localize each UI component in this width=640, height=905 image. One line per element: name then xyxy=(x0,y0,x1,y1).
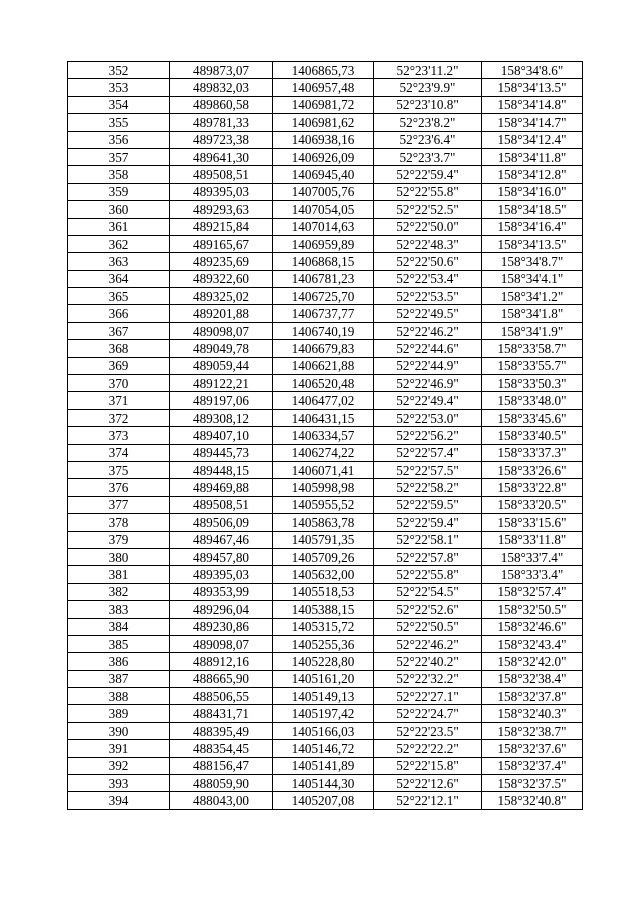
y-coordinate-cell: 1405228,80 xyxy=(273,653,374,670)
point-number-cell: 392 xyxy=(68,757,170,774)
longitude-cell: 158°32'57.4" xyxy=(482,583,583,600)
y-coordinate-cell: 1406740,19 xyxy=(273,322,374,339)
point-number-cell: 371 xyxy=(68,392,170,409)
y-coordinate-cell: 1405144,30 xyxy=(273,775,374,792)
x-coordinate-cell: 489059,44 xyxy=(170,357,273,374)
latitude-cell: 52°22'59.4" xyxy=(374,166,482,183)
table-row xyxy=(68,409,583,426)
x-coordinate-cell: 489296,04 xyxy=(170,601,273,618)
point-number-cell: 374 xyxy=(68,444,170,461)
x-coordinate-cell: 489235,69 xyxy=(170,253,273,270)
x-coordinate-cell: 488395,49 xyxy=(170,722,273,739)
point-number-cell: 386 xyxy=(68,653,170,670)
table-row xyxy=(68,322,583,339)
latitude-cell: 52°22'58.2" xyxy=(374,479,482,496)
table-row xyxy=(68,253,583,270)
longitude-cell: 158°33'20.5" xyxy=(482,496,583,513)
point-number-cell: 378 xyxy=(68,514,170,531)
latitude-cell: 52°22'58.1" xyxy=(374,531,482,548)
latitude-cell: 52°22'50.6" xyxy=(374,253,482,270)
x-coordinate-cell: 489508,51 xyxy=(170,496,273,513)
y-coordinate-cell: 1407014,63 xyxy=(273,218,374,235)
y-coordinate-cell: 1405141,89 xyxy=(273,757,374,774)
longitude-cell: 158°33'26.6" xyxy=(482,461,583,478)
point-number-cell: 357 xyxy=(68,148,170,165)
latitude-cell: 52°22'12.6" xyxy=(374,775,482,792)
point-number-cell: 362 xyxy=(68,235,170,252)
longitude-cell: 158°34'14.8" xyxy=(482,96,583,113)
table-row xyxy=(68,96,583,113)
longitude-cell: 158°34'11.8" xyxy=(482,148,583,165)
table-row xyxy=(68,566,583,583)
longitude-cell: 158°32'37.6" xyxy=(482,740,583,757)
latitude-cell: 52°22'12.1" xyxy=(374,792,482,809)
x-coordinate-cell: 488665,90 xyxy=(170,670,273,687)
longitude-cell: 158°32'37.5" xyxy=(482,775,583,792)
point-number-cell: 382 xyxy=(68,583,170,600)
point-number-cell: 364 xyxy=(68,270,170,287)
longitude-cell: 158°34'13.5" xyxy=(482,235,583,252)
latitude-cell: 52°22'49.4" xyxy=(374,392,482,409)
point-number-cell: 383 xyxy=(68,601,170,618)
x-coordinate-cell: 489098,07 xyxy=(170,635,273,652)
point-number-cell: 370 xyxy=(68,375,170,392)
table-row xyxy=(68,201,583,218)
x-coordinate-cell: 488354,45 xyxy=(170,740,273,757)
table-row xyxy=(68,305,583,322)
latitude-cell: 52°22'46.9" xyxy=(374,375,482,392)
y-coordinate-cell: 1406981,72 xyxy=(273,96,374,113)
longitude-cell: 158°34'1.9" xyxy=(482,322,583,339)
x-coordinate-cell: 489122,21 xyxy=(170,375,273,392)
longitude-cell: 158°34'13.5" xyxy=(482,79,583,96)
table-row xyxy=(68,531,583,548)
longitude-cell: 158°33'37.3" xyxy=(482,444,583,461)
latitude-cell: 52°23'10.8" xyxy=(374,96,482,113)
longitude-cell: 158°33'22.8" xyxy=(482,479,583,496)
longitude-cell: 158°34'16.4" xyxy=(482,218,583,235)
point-number-cell: 394 xyxy=(68,792,170,809)
table-row xyxy=(68,79,583,96)
x-coordinate-cell: 489293,63 xyxy=(170,201,273,218)
y-coordinate-cell: 1406926,09 xyxy=(273,148,374,165)
table-row xyxy=(68,375,583,392)
longitude-cell: 158°32'38.7" xyxy=(482,722,583,739)
table-row xyxy=(68,757,583,774)
y-coordinate-cell: 1405207,08 xyxy=(273,792,374,809)
y-coordinate-cell: 1405632,00 xyxy=(273,566,374,583)
longitude-cell: 158°34'18.5" xyxy=(482,201,583,218)
latitude-cell: 52°22'44.6" xyxy=(374,340,482,357)
longitude-cell: 158°33'45.6" xyxy=(482,409,583,426)
latitude-cell: 52°22'56.2" xyxy=(374,427,482,444)
longitude-cell: 158°33'48.0" xyxy=(482,392,583,409)
y-coordinate-cell: 1405998,98 xyxy=(273,479,374,496)
point-number-cell: 373 xyxy=(68,427,170,444)
y-coordinate-cell: 1405518,53 xyxy=(273,583,374,600)
latitude-cell: 52°22'55.8" xyxy=(374,566,482,583)
point-number-cell: 369 xyxy=(68,357,170,374)
x-coordinate-cell: 489353,99 xyxy=(170,583,273,600)
longitude-cell: 158°33'7.4" xyxy=(482,548,583,565)
table-row xyxy=(68,166,583,183)
x-coordinate-cell: 489325,02 xyxy=(170,288,273,305)
latitude-cell: 52°22'53.5" xyxy=(374,288,482,305)
latitude-cell: 52°22'15.8" xyxy=(374,757,482,774)
longitude-cell: 158°32'46.6" xyxy=(482,618,583,635)
latitude-cell: 52°22'50.5" xyxy=(374,618,482,635)
table-row xyxy=(68,461,583,478)
latitude-cell: 52°22'44.9" xyxy=(374,357,482,374)
x-coordinate-cell: 489457,80 xyxy=(170,548,273,565)
y-coordinate-cell: 1405388,15 xyxy=(273,601,374,618)
latitude-cell: 52°22'57.8" xyxy=(374,548,482,565)
latitude-cell: 52°22'46.2" xyxy=(374,635,482,652)
table-row xyxy=(68,635,583,652)
point-number-cell: 376 xyxy=(68,479,170,496)
y-coordinate-cell: 1406679,83 xyxy=(273,340,374,357)
latitude-cell: 52°22'53.0" xyxy=(374,409,482,426)
table-row xyxy=(68,235,583,252)
longitude-cell: 158°34'14.7" xyxy=(482,114,583,131)
y-coordinate-cell: 1405161,20 xyxy=(273,670,374,687)
latitude-cell: 52°22'52.5" xyxy=(374,201,482,218)
x-coordinate-cell: 488506,55 xyxy=(170,688,273,705)
y-coordinate-cell: 1406431,15 xyxy=(273,409,374,426)
longitude-cell: 158°32'43.4" xyxy=(482,635,583,652)
longitude-cell: 158°33'3.4" xyxy=(482,566,583,583)
point-number-cell: 354 xyxy=(68,96,170,113)
table-row xyxy=(68,288,583,305)
table-row xyxy=(68,427,583,444)
table-row xyxy=(68,618,583,635)
point-number-cell: 380 xyxy=(68,548,170,565)
y-coordinate-cell: 1406981,62 xyxy=(273,114,374,131)
point-number-cell: 391 xyxy=(68,740,170,757)
point-number-cell: 381 xyxy=(68,566,170,583)
y-coordinate-cell: 1405791,35 xyxy=(273,531,374,548)
longitude-cell: 158°33'15.6" xyxy=(482,514,583,531)
x-coordinate-cell: 489469,88 xyxy=(170,479,273,496)
point-number-cell: 358 xyxy=(68,166,170,183)
y-coordinate-cell: 1406621,88 xyxy=(273,357,374,374)
x-coordinate-cell: 489506,09 xyxy=(170,514,273,531)
latitude-cell: 52°22'59.4" xyxy=(374,514,482,531)
latitude-cell: 52°22'22.2" xyxy=(374,740,482,757)
latitude-cell: 52°22'48.3" xyxy=(374,235,482,252)
y-coordinate-cell: 1406520,48 xyxy=(273,375,374,392)
y-coordinate-cell: 1406945,40 xyxy=(273,166,374,183)
x-coordinate-cell: 489723,38 xyxy=(170,131,273,148)
y-coordinate-cell: 1405146,72 xyxy=(273,740,374,757)
point-number-cell: 361 xyxy=(68,218,170,235)
latitude-cell: 52°22'53.4" xyxy=(374,270,482,287)
x-coordinate-cell: 489197,06 xyxy=(170,392,273,409)
table-row xyxy=(68,131,583,148)
y-coordinate-cell: 1406737,77 xyxy=(273,305,374,322)
x-coordinate-cell: 489165,67 xyxy=(170,235,273,252)
point-number-cell: 379 xyxy=(68,531,170,548)
longitude-cell: 158°33'50.3" xyxy=(482,375,583,392)
latitude-cell: 52°22'57.5" xyxy=(374,461,482,478)
table-row xyxy=(68,479,583,496)
table-row xyxy=(68,270,583,287)
table-row xyxy=(68,357,583,374)
table-row xyxy=(68,653,583,670)
table-row xyxy=(68,496,583,513)
x-coordinate-cell: 489467,46 xyxy=(170,531,273,548)
table-row xyxy=(68,775,583,792)
point-number-cell: 368 xyxy=(68,340,170,357)
y-coordinate-cell: 1406071,41 xyxy=(273,461,374,478)
table-row xyxy=(68,583,583,600)
point-number-cell: 388 xyxy=(68,688,170,705)
x-coordinate-cell: 488043,00 xyxy=(170,792,273,809)
latitude-cell: 52°22'32.2" xyxy=(374,670,482,687)
x-coordinate-cell: 489860,58 xyxy=(170,96,273,113)
latitude-cell: 52°22'40.2" xyxy=(374,653,482,670)
longitude-cell: 158°32'37.8" xyxy=(482,688,583,705)
latitude-cell: 52°22'46.2" xyxy=(374,322,482,339)
longitude-cell: 158°34'1.8" xyxy=(482,305,583,322)
x-coordinate-cell: 489508,51 xyxy=(170,166,273,183)
latitude-cell: 52°23'8.2" xyxy=(374,114,482,131)
x-coordinate-cell: 489395,03 xyxy=(170,183,273,200)
x-coordinate-cell: 489308,12 xyxy=(170,409,273,426)
longitude-cell: 158°34'16.0" xyxy=(482,183,583,200)
longitude-cell: 158°33'11.8" xyxy=(482,531,583,548)
x-coordinate-cell: 488912,16 xyxy=(170,653,273,670)
latitude-cell: 52°22'24.7" xyxy=(374,705,482,722)
longitude-cell: 158°33'58.7" xyxy=(482,340,583,357)
table-row xyxy=(68,392,583,409)
table-row xyxy=(68,688,583,705)
x-coordinate-cell: 488156,47 xyxy=(170,757,273,774)
point-number-cell: 353 xyxy=(68,79,170,96)
longitude-cell: 158°33'40.5" xyxy=(482,427,583,444)
table-row xyxy=(68,548,583,565)
y-coordinate-cell: 1405955,52 xyxy=(273,496,374,513)
table-row xyxy=(68,601,583,618)
x-coordinate-cell: 489395,03 xyxy=(170,566,273,583)
y-coordinate-cell: 1405863,78 xyxy=(273,514,374,531)
point-number-cell: 387 xyxy=(68,670,170,687)
point-number-cell: 356 xyxy=(68,131,170,148)
latitude-cell: 52°22'57.4" xyxy=(374,444,482,461)
y-coordinate-cell: 1406477,02 xyxy=(273,392,374,409)
y-coordinate-cell: 1406781,23 xyxy=(273,270,374,287)
longitude-cell: 158°32'40.3" xyxy=(482,705,583,722)
point-number-cell: 355 xyxy=(68,114,170,131)
point-number-cell: 359 xyxy=(68,183,170,200)
x-coordinate-cell: 489832,03 xyxy=(170,79,273,96)
latitude-cell: 52°22'27.1" xyxy=(374,688,482,705)
latitude-cell: 52°22'59.5" xyxy=(374,496,482,513)
x-coordinate-cell: 489322,60 xyxy=(170,270,273,287)
table-row xyxy=(68,340,583,357)
y-coordinate-cell: 1405197,42 xyxy=(273,705,374,722)
latitude-cell: 52°22'49.5" xyxy=(374,305,482,322)
longitude-cell: 158°32'38.4" xyxy=(482,670,583,687)
latitude-cell: 52°22'23.5" xyxy=(374,722,482,739)
point-number-cell: 360 xyxy=(68,201,170,218)
table-row xyxy=(68,722,583,739)
longitude-cell: 158°32'40.8" xyxy=(482,792,583,809)
longitude-cell: 158°33'55.7" xyxy=(482,357,583,374)
x-coordinate-cell: 489407,10 xyxy=(170,427,273,444)
point-number-cell: 384 xyxy=(68,618,170,635)
point-number-cell: 385 xyxy=(68,635,170,652)
x-coordinate-cell: 489201,88 xyxy=(170,305,273,322)
longitude-cell: 158°34'8.7" xyxy=(482,253,583,270)
latitude-cell: 52°22'52.6" xyxy=(374,601,482,618)
point-number-cell: 366 xyxy=(68,305,170,322)
coordinates-table xyxy=(67,61,583,810)
table-row xyxy=(68,114,583,131)
y-coordinate-cell: 1405166,03 xyxy=(273,722,374,739)
x-coordinate-cell: 489049,78 xyxy=(170,340,273,357)
x-coordinate-cell: 488059,90 xyxy=(170,775,273,792)
x-coordinate-cell: 489448,15 xyxy=(170,461,273,478)
table-row xyxy=(68,218,583,235)
table-row xyxy=(68,792,583,809)
latitude-cell: 52°23'3.7" xyxy=(374,148,482,165)
y-coordinate-cell: 1406334,57 xyxy=(273,427,374,444)
y-coordinate-cell: 1405255,36 xyxy=(273,635,374,652)
x-coordinate-cell: 489215,84 xyxy=(170,218,273,235)
longitude-cell: 158°34'12.4" xyxy=(482,131,583,148)
y-coordinate-cell: 1407005,76 xyxy=(273,183,374,200)
y-coordinate-cell: 1405709,26 xyxy=(273,548,374,565)
y-coordinate-cell: 1406957,48 xyxy=(273,79,374,96)
point-number-cell: 367 xyxy=(68,322,170,339)
point-number-cell: 375 xyxy=(68,461,170,478)
y-coordinate-cell: 1407054,05 xyxy=(273,201,374,218)
table-row xyxy=(68,62,583,79)
point-number-cell: 377 xyxy=(68,496,170,513)
table-row xyxy=(68,705,583,722)
y-coordinate-cell: 1406274,22 xyxy=(273,444,374,461)
y-coordinate-cell: 1406959,89 xyxy=(273,235,374,252)
y-coordinate-cell: 1405315,72 xyxy=(273,618,374,635)
y-coordinate-cell: 1406865,73 xyxy=(273,62,374,79)
point-number-cell: 389 xyxy=(68,705,170,722)
longitude-cell: 158°32'42.0" xyxy=(482,653,583,670)
x-coordinate-cell: 489445,73 xyxy=(170,444,273,461)
longitude-cell: 158°34'4.1" xyxy=(482,270,583,287)
point-number-cell: 390 xyxy=(68,722,170,739)
point-number-cell: 393 xyxy=(68,775,170,792)
x-coordinate-cell: 488431,71 xyxy=(170,705,273,722)
longitude-cell: 158°34'1.2" xyxy=(482,288,583,305)
latitude-cell: 52°22'55.8" xyxy=(374,183,482,200)
point-number-cell: 372 xyxy=(68,409,170,426)
coordinates-table-body xyxy=(68,62,583,810)
longitude-cell: 158°34'12.8" xyxy=(482,166,583,183)
point-number-cell: 352 xyxy=(68,62,170,79)
table-row xyxy=(68,670,583,687)
table-row xyxy=(68,514,583,531)
x-coordinate-cell: 489230,86 xyxy=(170,618,273,635)
longitude-cell: 158°34'8.6" xyxy=(482,62,583,79)
latitude-cell: 52°23'11.2" xyxy=(374,62,482,79)
y-coordinate-cell: 1405149,13 xyxy=(273,688,374,705)
latitude-cell: 52°22'50.0" xyxy=(374,218,482,235)
longitude-cell: 158°32'37.4" xyxy=(482,757,583,774)
table-row xyxy=(68,444,583,461)
latitude-cell: 52°22'54.5" xyxy=(374,583,482,600)
table-row xyxy=(68,148,583,165)
y-coordinate-cell: 1406938,16 xyxy=(273,131,374,148)
table-row xyxy=(68,740,583,757)
longitude-cell: 158°32'50.5" xyxy=(482,601,583,618)
y-coordinate-cell: 1406868,15 xyxy=(273,253,374,270)
table-row xyxy=(68,183,583,200)
point-number-cell: 363 xyxy=(68,253,170,270)
x-coordinate-cell: 489781,33 xyxy=(170,114,273,131)
x-coordinate-cell: 489641,30 xyxy=(170,148,273,165)
point-number-cell: 365 xyxy=(68,288,170,305)
x-coordinate-cell: 489873,07 xyxy=(170,62,273,79)
x-coordinate-cell: 489098,07 xyxy=(170,322,273,339)
latitude-cell: 52°23'9.9" xyxy=(374,79,482,96)
latitude-cell: 52°23'6.4" xyxy=(374,131,482,148)
y-coordinate-cell: 1406725,70 xyxy=(273,288,374,305)
